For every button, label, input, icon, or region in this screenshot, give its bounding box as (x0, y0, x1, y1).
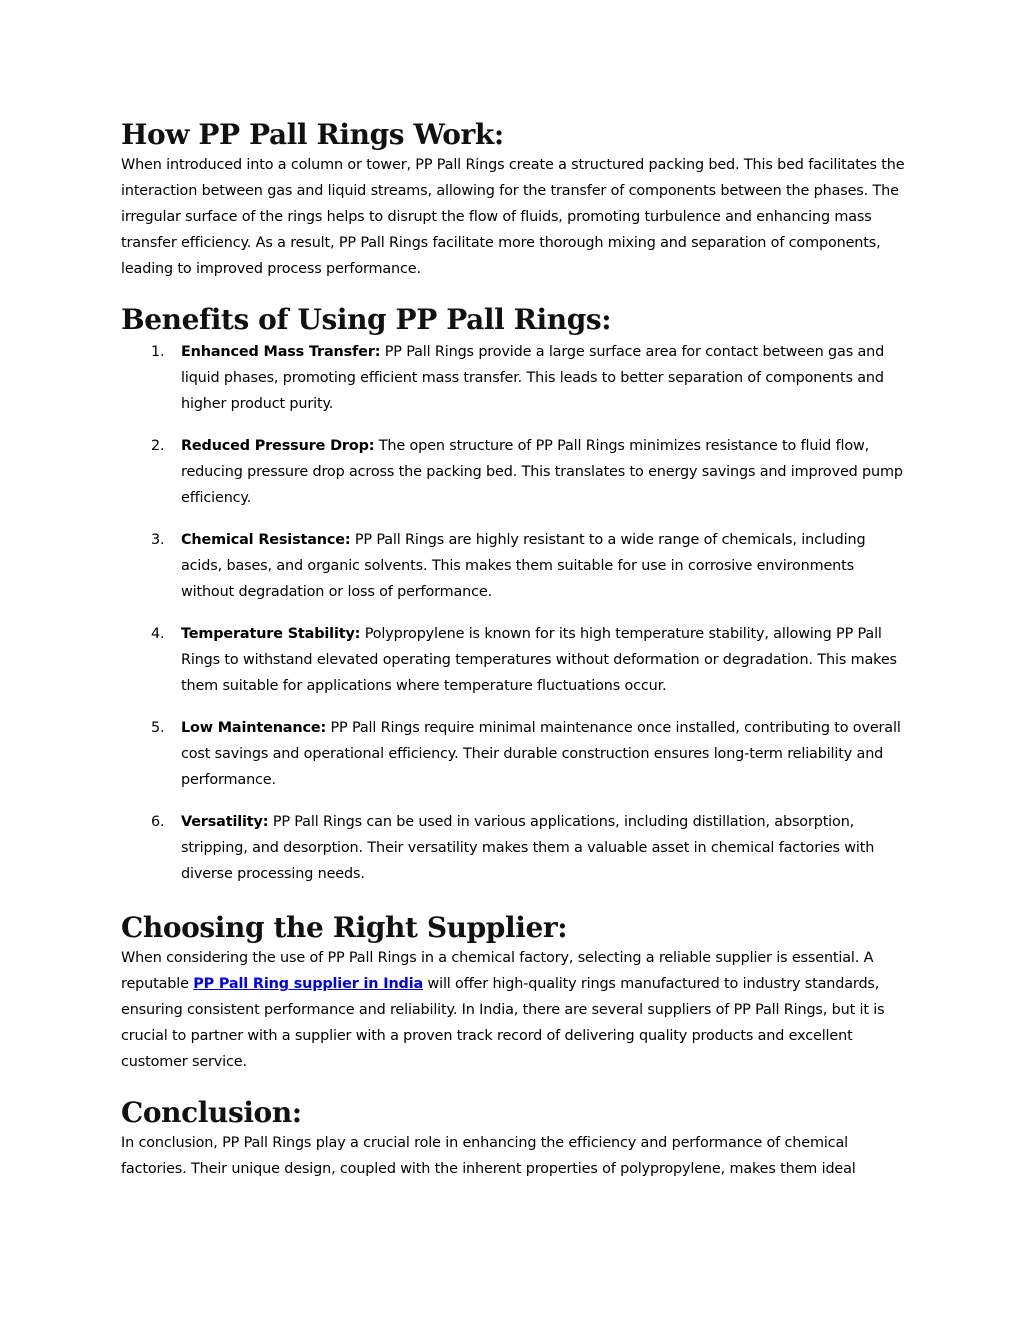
supplier-link[interactable]: PP Pall Ring supplier in India (193, 976, 424, 992)
supplier-text-before: When considering the use of PP Pall Rings in a chemical factory, selecting a reliable supplier is essential. A reputable (121, 950, 874, 992)
benefit-text: PP Pall Rings provide a large surface area for contact between gas and liquid phases, promoting efficient mass transfer. This leads to better separation of components and higher product purity. (181, 344, 885, 412)
benefit-term: Versatility: (181, 814, 269, 830)
section-text-conclusion: In conclusion, PP Pall Rings play a crucial role in enhancing the efficiency and performance of chemical factories. Their unique design, coupled with the inherent properties of polypropylene, makes them ideal (121, 1135, 856, 1177)
benefit-item (121, 433, 906, 511)
section-text-supplier (121, 945, 906, 1075)
benefit-text: PP Pall Rings require minimal maintenance once installed, contributing to overall cost savings and operational efficiency. Their durable construction ensures long-term reliability and performance. (181, 720, 901, 788)
benefit-number: 5. (151, 720, 165, 736)
benefit-item (121, 527, 906, 605)
section-title-conclusion: Conclusion: (121, 1096, 302, 1129)
section-text-how-it-works: When introduced into a column or tower, PP Pall Rings create a structured packing bed. This bed facilitates the interaction between gas and liquid streams, allowing for the transfer of components between the phases. The irregular surface of the rings helps to disrupt the flow of fluids, promoting turbulence and enhancing mass transfer efficiency. As a result, PP Pall Rings facilitate more thorough mixing and separation of components, leading to improved process performance. (121, 157, 905, 277)
benefit-number: 6. (151, 814, 165, 830)
supplier-text-after: will offer high-quality rings manufactured to industry standards, ensuring consistent performance and reliability. In India, there are several suppliers of PP Pall Rings, but it is crucial to partner with a supplier with a proven track record of delivering quality products and excellent customer service. (121, 976, 885, 1070)
benefit-number: 4. (151, 626, 165, 642)
benefit-term: Temperature Stability: (181, 626, 361, 642)
benefit-term: Chemical Resistance: (181, 532, 351, 548)
benefit-term: Reduced Pressure Drop: (181, 438, 375, 454)
benefit-number: 3. (151, 532, 165, 548)
benefit-item (121, 715, 906, 793)
benefit-text: PP Pall Rings are highly resistant to a wide range of chemicals, including acids, bases, and organic solvents. This makes them suitable for use in corrosive environments without degradation or loss of performance. (181, 532, 866, 600)
benefits-list (121, 339, 906, 887)
benefit-item (121, 339, 906, 417)
benefit-text: PP Pall Rings can be used in various applications, including distillation, absorption, stripping, and desorption. Their versatility makes them a valuable asset in chemical factories with diverse processing needs. (181, 814, 875, 882)
benefit-term: Enhanced Mass Transfer: (181, 344, 381, 360)
section-title-how-it-works: How PP Pall Rings Work: (121, 118, 504, 151)
benefit-term: Low Maintenance: (181, 720, 327, 736)
benefit-text: Polypropylene is known for its high temperature stability, allowing PP Pall Rings to withstand elevated operating temperatures without deformation or degradation. This makes them suitable for applications where temperature fluctuations occur. (181, 626, 897, 694)
benefit-item (121, 809, 906, 887)
document-page (121, 118, 906, 1182)
benefit-text: The open structure of PP Pall Rings minimizes resistance to fluid flow, reducing pressure drop across the packing bed. This translates to energy savings and improved pump efficiency. (181, 438, 903, 506)
benefit-number: 1. (151, 344, 165, 360)
benefit-item (121, 621, 906, 699)
section-title-benefits: Benefits of Using PP Pall Rings: (121, 303, 612, 336)
benefit-number: 2. (151, 438, 165, 454)
section-title-supplier: Choosing the Right Supplier: (121, 911, 568, 944)
